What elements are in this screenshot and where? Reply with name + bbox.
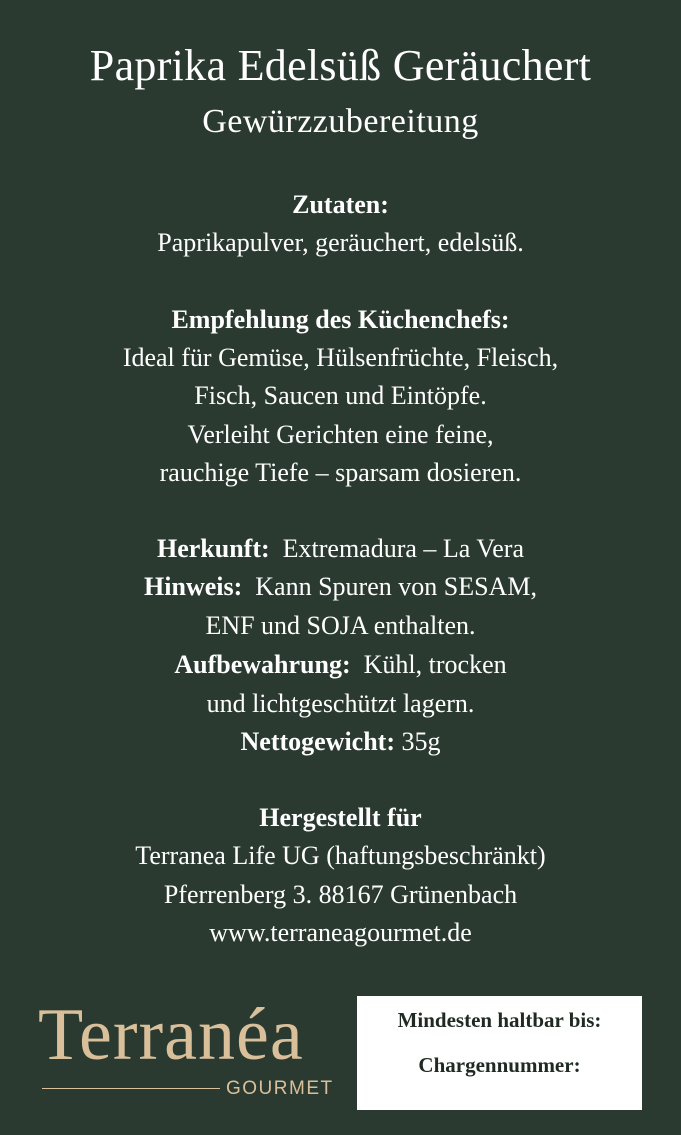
storage-value: Kühl, trocken bbox=[363, 650, 507, 679]
origin-label: Herkunft: bbox=[156, 534, 270, 563]
recommendation-heading: Empfehlung des Küchenchefs: bbox=[171, 305, 510, 334]
product-title: Paprika Edelsüß Geräuchert bbox=[89, 41, 592, 90]
note-value: Kann Spuren von SESAM, bbox=[255, 572, 537, 601]
ingredients-text: Paprikapulver, geräuchert, edelsüß. bbox=[157, 228, 524, 257]
net-weight-row bbox=[0, 727, 681, 757]
brand-divider bbox=[42, 1088, 220, 1089]
note-row bbox=[0, 572, 681, 602]
brand-name: Terranéa bbox=[38, 994, 304, 1076]
recommendation-line: Ideal für Gemüse, Hülsenfrüchte, Fleisch, bbox=[122, 343, 559, 372]
recommendation-line: rauchige Tiefe – sparsam dosieren. bbox=[159, 458, 522, 487]
batch-label: Chargennummer: bbox=[418, 1053, 581, 1077]
brand-sub: GOURMET bbox=[226, 1078, 334, 1099]
date-batch-box bbox=[357, 996, 642, 1110]
best-before-label: Mindesten haltbar bis: bbox=[397, 1008, 602, 1032]
manufacturer-heading: Hergestellt für bbox=[259, 803, 422, 832]
origin-row bbox=[0, 534, 681, 564]
note-value-cont: ENF und SOJA enthalten. bbox=[205, 611, 476, 640]
recommendation-line: Verleiht Gerichten eine feine, bbox=[187, 420, 494, 449]
origin-value: Extremadura – La Vera bbox=[282, 534, 525, 563]
manufacturer-line: Pferrenberg 3. 88167 Grünenbach bbox=[163, 880, 518, 909]
storage-label: Aufbewahrung: bbox=[174, 650, 351, 679]
product-subtitle: Gewürzzubereitung bbox=[202, 103, 479, 140]
brand-logo bbox=[38, 994, 338, 1099]
recommendation-line: Fisch, Saucen und Eintöpfe. bbox=[194, 381, 487, 410]
net-weight-label: Nettogewicht: bbox=[240, 727, 395, 756]
storage-row bbox=[0, 650, 681, 680]
note-label: Hinweis: bbox=[144, 572, 243, 601]
storage-value-cont: und lichtgeschützt lagern. bbox=[206, 689, 475, 718]
manufacturer-line: Terranea Life UG (haftungsbeschränkt) bbox=[135, 841, 546, 870]
manufacturer-website: www.terraneagourmet.de bbox=[209, 918, 472, 947]
net-weight-value: 35g bbox=[401, 727, 441, 756]
ingredients-heading: Zutaten: bbox=[292, 190, 389, 219]
